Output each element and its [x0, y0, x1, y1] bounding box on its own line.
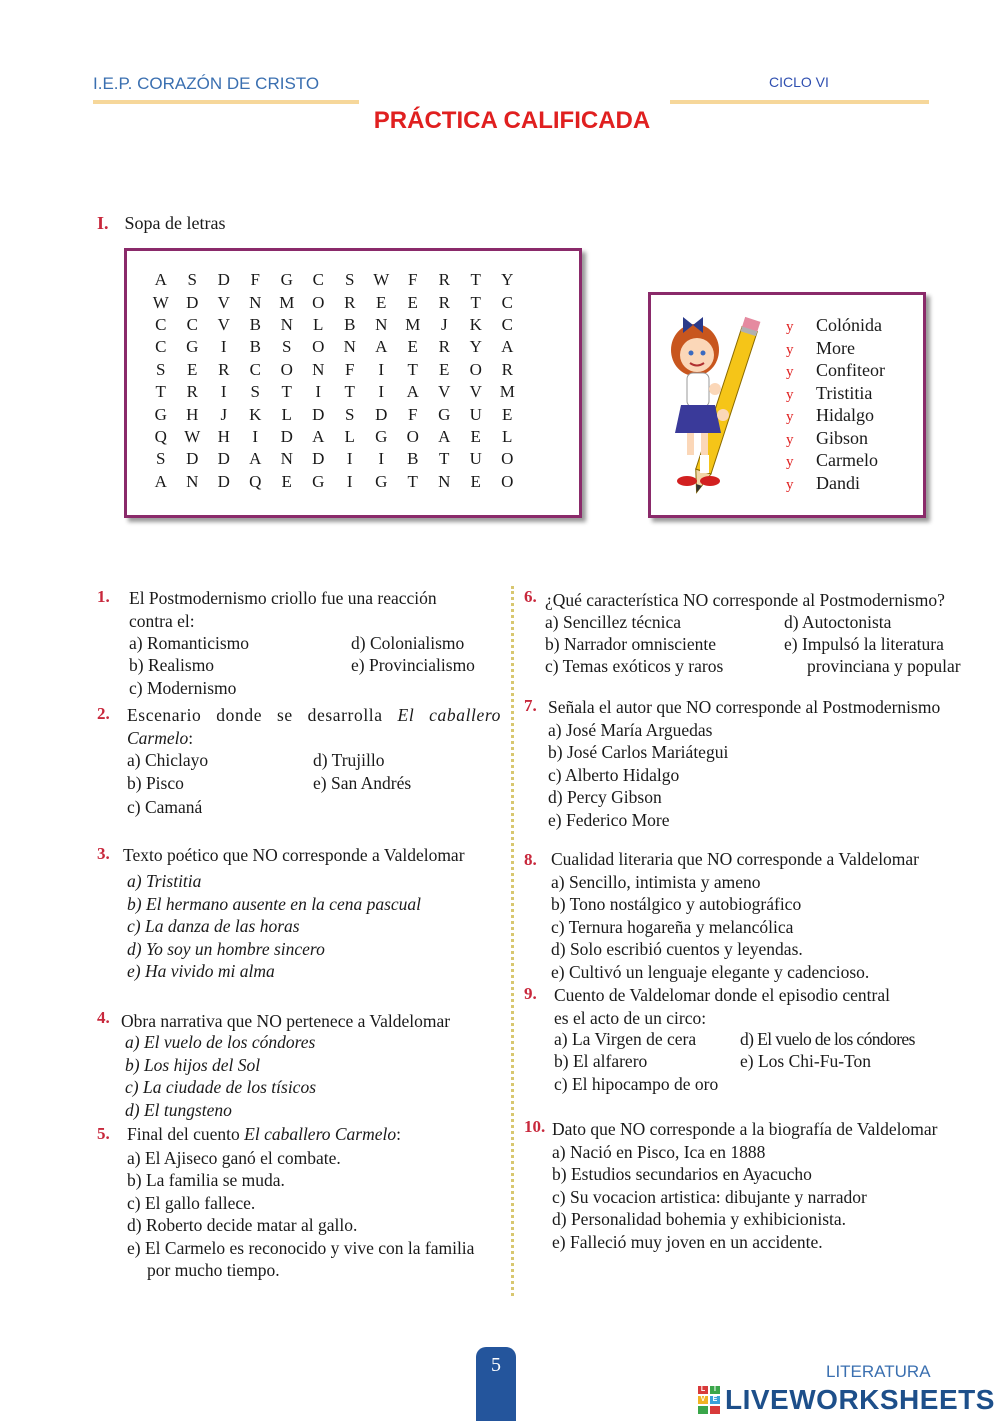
grid-cell[interactable]: M	[279, 292, 295, 312]
section-label: Sopa de letras	[124, 213, 226, 233]
grid-cell[interactable]: E	[439, 359, 450, 379]
question-10-stem: Dato que NO corresponde a la biografía de Valdelomar	[552, 1119, 938, 1139]
word-bullet: y	[786, 454, 794, 470]
question-1-option-a[interactable]: a) Romanticismo	[129, 633, 250, 653]
grid-cell[interactable]: O	[280, 359, 293, 379]
grid-cell[interactable]: Q	[154, 426, 167, 446]
grid-cell[interactable]: S	[250, 382, 260, 402]
grid-row	[145, 448, 523, 470]
question-2-option-d[interactable]: d) Trujillo	[313, 750, 385, 770]
grid-cell[interactable]: B	[249, 337, 261, 357]
grid-cell[interactable]: V	[469, 382, 482, 402]
question-10-option-c[interactable]: c) Su vocacion artistica: dibujante y narrador	[552, 1186, 867, 1207]
question-3-option-d[interactable]: d) Yo soy un hombre sincero	[127, 938, 325, 959]
grid-cell[interactable]: D	[312, 449, 325, 469]
question-6-option-d[interactable]: d) Autoctonista	[784, 612, 892, 632]
grid-cell[interactable]: N	[280, 449, 293, 469]
grid-cell[interactable]: D	[280, 426, 293, 446]
grid-cell[interactable]: J	[440, 314, 448, 334]
question-1-number: 1.	[97, 587, 110, 606]
grid-cell[interactable]: T	[344, 382, 355, 402]
question-1-option-e[interactable]: e) Provincialismo	[351, 655, 475, 675]
grid-cell[interactable]: D	[186, 292, 199, 312]
question-3-options	[127, 870, 421, 983]
question-7-option-e[interactable]: e) Federico More	[548, 809, 670, 830]
grid-row	[145, 471, 523, 493]
grid-cell[interactable]: T	[407, 359, 418, 379]
grid-cell[interactable]: F	[408, 270, 418, 290]
question-10	[552, 1118, 938, 1253]
grid-cell[interactable]: G	[154, 404, 167, 424]
header-rule-right	[670, 100, 929, 104]
question-9-stem-line-2: es el acto de un circo:	[554, 1007, 707, 1028]
grid-cell[interactable]: Q	[249, 471, 262, 491]
grid-cell[interactable]: R	[218, 359, 230, 379]
word-text: Tristitia	[816, 382, 873, 403]
word-bullet: y	[786, 476, 794, 493]
word-bullet: y	[786, 364, 794, 380]
word-search-grid	[145, 269, 523, 493]
grid-cell[interactable]: I	[346, 449, 353, 469]
question-9-option-b[interactable]: b) El alfarero	[554, 1051, 648, 1071]
grid-cell[interactable]: L	[502, 426, 513, 446]
question-5-stem-title: El caballero Carmelo	[244, 1124, 397, 1144]
grid-cell[interactable]: O	[406, 426, 419, 446]
grid-cell[interactable]: A	[249, 449, 262, 469]
question-3	[123, 844, 465, 867]
question-10-option-a[interactable]: a) Nació en Pisco, Ica en 1888	[552, 1141, 766, 1162]
word-bullet: y	[786, 341, 794, 358]
question-4-number: 4.	[97, 1008, 110, 1027]
liveworksheets-mark-icon: L I V E	[698, 1386, 722, 1414]
question-10-option-d[interactable]: d) Personalidad bohemia y exhibicionista.	[552, 1209, 847, 1229]
liveworksheets-logo[interactable]	[698, 1382, 995, 1418]
question-9	[554, 984, 890, 1029]
grid-cell[interactable]: C	[501, 314, 513, 334]
word-list-item	[786, 338, 885, 361]
question-6-option-e[interactable]: e) Impulsó la literatura	[784, 634, 944, 654]
word-bullet: y	[786, 431, 794, 448]
grid-cell[interactable]: A	[501, 337, 514, 357]
question-8-stem: Cualidad literaria que NO corresponde a Valdelomar	[551, 849, 920, 869]
question-9-option-c[interactable]: c) El hipocampo de oro	[554, 1074, 719, 1094]
grid-cell[interactable]: I	[378, 382, 385, 402]
question-7-stem: Señala el autor que NO corresponde al Postmodernismo	[548, 697, 941, 717]
question-5-option-c[interactable]: c) El gallo fallece.	[127, 1192, 256, 1213]
question-9-option-a[interactable]: a) La Virgen de cera	[554, 1029, 697, 1049]
question-4-options	[125, 1031, 316, 1121]
question-2-option-a[interactable]: a) Chiclayo	[127, 750, 209, 770]
question-4-option-c[interactable]: c) La ciudade de los tísicos	[125, 1077, 317, 1097]
question-1-option-b[interactable]: b) Realismo	[129, 655, 215, 675]
question-3-option-b[interactable]: b) El hermano ausente en la cena pascual	[127, 893, 422, 914]
question-5-number: 5.	[97, 1124, 110, 1143]
grid-cell[interactable]: I	[378, 449, 385, 469]
grid-cell[interactable]: E	[376, 292, 387, 312]
question-5-option-a[interactable]: a) El Ajiseco ganó el combate.	[127, 1147, 341, 1168]
grid-cell[interactable]: A	[375, 337, 388, 357]
question-8-option-d[interactable]: d) Solo escribió cuentos y leyendas.	[551, 939, 803, 959]
word-bullet: y	[786, 386, 794, 403]
grid-cell[interactable]: R	[186, 382, 198, 402]
word-list-item	[786, 405, 885, 428]
word-bullet: y	[786, 409, 794, 425]
question-5-stem-colon: :	[396, 1124, 401, 1144]
school-name: I.E.P. CORAZÓN DE CRISTO	[93, 74, 320, 93]
grid-cell[interactable]: E	[502, 404, 513, 424]
grid-cell[interactable]: W	[184, 426, 201, 446]
grid-cell[interactable]: V	[217, 292, 230, 312]
grid-cell[interactable]: N	[280, 314, 293, 334]
question-5-option-b[interactable]: b) La familia se muda.	[127, 1170, 285, 1190]
grid-cell[interactable]: C	[186, 314, 198, 334]
word-list-item	[786, 360, 885, 383]
question-10-option-e[interactable]: e) Falleció muy joven en un accidente.	[552, 1231, 823, 1252]
grid-cell[interactable]: G	[375, 426, 388, 446]
question-5-stem-text: Final del cuento	[127, 1124, 245, 1144]
grid-row	[145, 403, 523, 425]
grid-row	[145, 426, 523, 448]
question-6	[545, 589, 945, 612]
grid-cell[interactable]: O	[312, 337, 325, 357]
question-7-option-d[interactable]: d) Percy Gibson	[548, 787, 662, 807]
question-7-option-c[interactable]: c) Alberto Hidalgo	[548, 764, 680, 785]
grid-cell[interactable]: I	[346, 471, 353, 491]
grid-cell[interactable]: Y	[469, 337, 482, 357]
question-8-number: 8.	[524, 850, 537, 869]
question-7-option-a[interactable]: a) José María Arguedas	[548, 719, 713, 740]
grid-cell[interactable]: S	[156, 449, 166, 469]
grid-cell[interactable]: T	[470, 270, 481, 290]
grid-cell[interactable]: D	[186, 449, 199, 469]
word-text: More	[816, 337, 855, 358]
grid-cell[interactable]: R	[501, 359, 513, 379]
question-5-stem	[127, 1123, 474, 1146]
grid-cell[interactable]: K	[249, 404, 262, 424]
grid-cell[interactable]: D	[312, 404, 325, 424]
question-5	[127, 1123, 474, 1282]
word-text: Dandi	[816, 472, 860, 493]
word-search-box	[124, 248, 582, 518]
grid-cell[interactable]: L	[344, 426, 355, 446]
grid-cell[interactable]: R	[344, 292, 356, 312]
grid-cell[interactable]: N	[312, 359, 325, 379]
question-8	[551, 848, 919, 983]
question-4-stem: Obra narrativa que NO pertenece a Valdelomar	[121, 1011, 451, 1031]
grid-cell[interactable]: U	[469, 449, 482, 469]
question-9-option-d[interactable]: d) El vuelo de los cóndores	[740, 1029, 915, 1049]
grid-cell[interactable]: R	[438, 337, 450, 357]
grid-cell[interactable]: E	[470, 471, 481, 491]
grid-cell[interactable]: E	[470, 426, 481, 446]
grid-cell[interactable]: E	[187, 359, 198, 379]
grid-cell[interactable]: T	[155, 382, 166, 402]
grid-row	[145, 336, 523, 358]
question-8-option-c[interactable]: c) Ternura hogareña y melancólica	[551, 916, 794, 937]
word-text: Hidalgo	[816, 405, 874, 425]
question-10-number: 10.	[524, 1117, 546, 1136]
question-1-stem-line-2: contra el:	[129, 610, 195, 631]
question-7-option-b[interactable]: b) José Carlos Mariátegui	[548, 742, 729, 762]
grid-cell[interactable]: I	[252, 426, 259, 446]
question-9-stem-line-1: Cuento de Valdelomar donde el episodio central	[554, 985, 890, 1005]
header-rule-left	[93, 100, 359, 104]
grid-cell[interactable]: S	[187, 270, 197, 290]
grid-cell[interactable]: A	[154, 471, 167, 491]
question-1	[129, 587, 437, 632]
question-2-stem-line-1	[127, 704, 501, 727]
question-9-option-e[interactable]: e) Los Chi-Fu-Ton	[740, 1051, 871, 1071]
grid-cell[interactable]: G	[312, 471, 325, 491]
grid-cell[interactable]: S	[282, 337, 292, 357]
grid-cell[interactable]: S	[345, 270, 355, 290]
grid-cell[interactable]: N	[375, 314, 388, 334]
word-list-item	[786, 450, 885, 473]
grid-row	[145, 359, 523, 381]
grid-cell[interactable]: E	[407, 292, 418, 312]
grid-cell[interactable]: R	[438, 292, 450, 312]
grid-cell[interactable]: R	[438, 270, 450, 290]
grid-cell[interactable]: H	[186, 404, 199, 424]
section-numeral: I.	[97, 213, 109, 233]
question-6-number: 6.	[524, 587, 537, 606]
grid-cell[interactable]: S	[156, 359, 166, 379]
grid-cell[interactable]: G	[186, 337, 199, 357]
grid-cell[interactable]: O	[312, 292, 325, 312]
grid-cell[interactable]: G	[280, 270, 293, 290]
question-2-stem-title-2: Carmelo	[127, 727, 189, 748]
cycle-label: CICLO VI	[769, 74, 829, 90]
word-list-box	[648, 292, 926, 518]
grid-cell[interactable]: K	[469, 314, 482, 334]
question-6-stem: ¿Qué característica NO corresponde al Postmodernismo?	[545, 590, 945, 610]
word-bullet: y	[786, 319, 794, 335]
grid-cell[interactable]: F	[408, 404, 418, 424]
grid-cell[interactable]: A	[154, 270, 167, 290]
grid-cell[interactable]: D	[375, 404, 388, 424]
word-list-item	[786, 473, 885, 496]
grid-cell[interactable]: W	[373, 270, 390, 290]
grid-cell[interactable]: J	[220, 404, 228, 424]
grid-cell[interactable]: O	[501, 471, 514, 491]
page-title: PRÁCTICA CALIFICADA	[373, 107, 651, 134]
grid-cell[interactable]: H	[217, 426, 230, 446]
grid-cell[interactable]: T	[470, 292, 481, 312]
question-8-option-e[interactable]: e) Cultivó un lenguaje elegante y cadencioso.	[551, 961, 870, 982]
grid-cell[interactable]: O	[501, 449, 514, 469]
question-3-stem: Texto poético que NO corresponde a Valdelomar	[123, 845, 465, 865]
grid-cell[interactable]: U	[469, 404, 482, 424]
grid-cell[interactable]: B	[344, 314, 356, 334]
question-5-option-e-cont: por mucho tiempo.	[147, 1260, 280, 1280]
grid-cell[interactable]: F	[345, 359, 355, 379]
question-3-number: 3.	[97, 844, 110, 863]
question-1-stem-line-1: El Postmodernismo criollo fue una reacción	[129, 588, 437, 608]
question-2-option-b[interactable]: b) Pisco	[127, 773, 184, 793]
question-2-option-c[interactable]: c) Camaná	[127, 797, 203, 817]
subject-label: LITERATURA	[826, 1362, 931, 1381]
grid-cell[interactable]: M	[405, 314, 421, 334]
question-2-number: 2.	[97, 704, 110, 723]
question-1-option-c[interactable]: c) Modernismo	[129, 678, 237, 698]
question-4	[121, 1010, 450, 1033]
grid-cell[interactable]: B	[407, 449, 419, 469]
girl-with-pencil-icon	[665, 305, 775, 505]
question-2	[127, 704, 501, 749]
grid-cell[interactable]: C	[155, 314, 167, 334]
question-6-option-a[interactable]: a) Sencillez técnica	[545, 612, 682, 632]
question-1-option-d[interactable]: d) Colonialismo	[351, 633, 465, 653]
question-5-option-e[interactable]: e) El Carmelo es reconocido y vive con la familia	[127, 1237, 475, 1258]
question-7	[548, 696, 940, 831]
grid-cell[interactable]: Y	[501, 270, 514, 290]
grid-cell[interactable]: D	[217, 449, 230, 469]
question-6-option-c[interactable]: c) Temas exóticos y raros	[545, 656, 724, 676]
word-text: Confiteor	[816, 360, 885, 380]
question-5-option-d[interactable]: d) Roberto decide matar al gallo.	[127, 1215, 358, 1235]
word-list-item	[786, 383, 885, 406]
grid-row	[145, 291, 523, 313]
question-7-number: 7.	[524, 696, 537, 715]
grid-cell[interactable]: O	[469, 359, 482, 379]
grid-cell[interactable]: N	[186, 471, 199, 491]
grid-cell[interactable]: T	[439, 449, 450, 469]
word-text: Carmelo	[816, 450, 878, 470]
grid-cell[interactable]: W	[152, 292, 169, 312]
grid-cell[interactable]: L	[281, 404, 292, 424]
grid-cell[interactable]: D	[217, 270, 230, 290]
grid-cell[interactable]: A	[438, 426, 451, 446]
word-text: Colónida	[816, 315, 882, 335]
grid-cell[interactable]: C	[501, 292, 513, 312]
word-list-item	[786, 315, 885, 338]
grid-cell[interactable]: I	[220, 337, 227, 357]
question-2-stem-title: El caballero	[397, 705, 502, 725]
question-8-option-a[interactable]: a) Sencillo, intimista y ameno	[551, 871, 761, 892]
word-list	[786, 315, 885, 495]
question-2-option-e[interactable]: e) San Andrés	[313, 773, 412, 793]
grid-row	[145, 269, 523, 291]
grid-cell[interactable]: I	[378, 359, 385, 379]
column-divider	[511, 586, 514, 1296]
grid-cell[interactable]: F	[250, 270, 260, 290]
question-3-option-a[interactable]: a) Tristitia	[127, 871, 202, 891]
grid-cell[interactable]: A	[312, 426, 325, 446]
grid-cell[interactable]: S	[345, 404, 355, 424]
section-heading	[97, 213, 225, 234]
question-4-option-d[interactable]: d) El tungsteno	[125, 1099, 232, 1120]
grid-cell[interactable]: B	[249, 314, 261, 334]
grid-cell[interactable]: V	[438, 382, 451, 402]
grid-cell[interactable]: L	[313, 314, 324, 334]
grid-cell[interactable]: I	[315, 382, 322, 402]
page-number: 5	[491, 1354, 501, 1376]
grid-row	[145, 314, 523, 336]
grid-cell[interactable]: D	[217, 471, 230, 491]
grid-cell[interactable]: E	[281, 471, 292, 491]
liveworksheets-wordmark: LIVEWORKSHEETS	[725, 1384, 995, 1415]
grid-cell[interactable]: N	[249, 292, 262, 312]
question-3-option-e[interactable]: e) Ha vivido mi alma	[127, 961, 275, 981]
grid-cell[interactable]: I	[220, 382, 227, 402]
question-4-option-b[interactable]: b) Los hijos del Sol	[125, 1054, 261, 1075]
grid-cell[interactable]: T	[407, 471, 418, 491]
question-2-stem-text: Escenario donde se desarrolla	[127, 705, 398, 725]
question-9-number: 9.	[524, 984, 537, 1003]
grid-cell[interactable]: E	[407, 337, 418, 357]
question-4-option-a[interactable]: a) El vuelo de los cóndores	[125, 1032, 316, 1052]
question-2-stem-line-2	[127, 727, 501, 750]
grid-cell[interactable]: C	[249, 359, 261, 379]
question-3-option-c[interactable]: c) La danza de las horas	[127, 916, 300, 936]
grid-cell[interactable]: M	[499, 382, 515, 402]
grid-cell[interactable]: T	[281, 382, 292, 402]
grid-row	[145, 381, 523, 403]
grid-cell[interactable]: V	[217, 314, 230, 334]
question-10-option-b[interactable]: b) Estudios secundarios en Ayacucho	[552, 1164, 812, 1184]
grid-cell[interactable]: N	[343, 337, 356, 357]
question-2-stem-colon: :	[188, 727, 194, 748]
grid-cell[interactable]: C	[312, 270, 324, 290]
grid-cell[interactable]: A	[406, 382, 419, 402]
grid-cell[interactable]: N	[438, 471, 451, 491]
word-text: Gibson	[816, 427, 869, 448]
question-6-option-b[interactable]: b) Narrador omnisciente	[545, 634, 717, 654]
question-6-option-e-cont: provinciana y popular	[807, 656, 961, 676]
grid-cell[interactable]: G	[375, 471, 388, 491]
grid-cell[interactable]: C	[155, 337, 167, 357]
grid-cell[interactable]: G	[438, 404, 451, 424]
word-list-item	[786, 428, 885, 451]
question-8-option-b[interactable]: b) Tono nostálgico y autobiográfico	[551, 894, 802, 914]
